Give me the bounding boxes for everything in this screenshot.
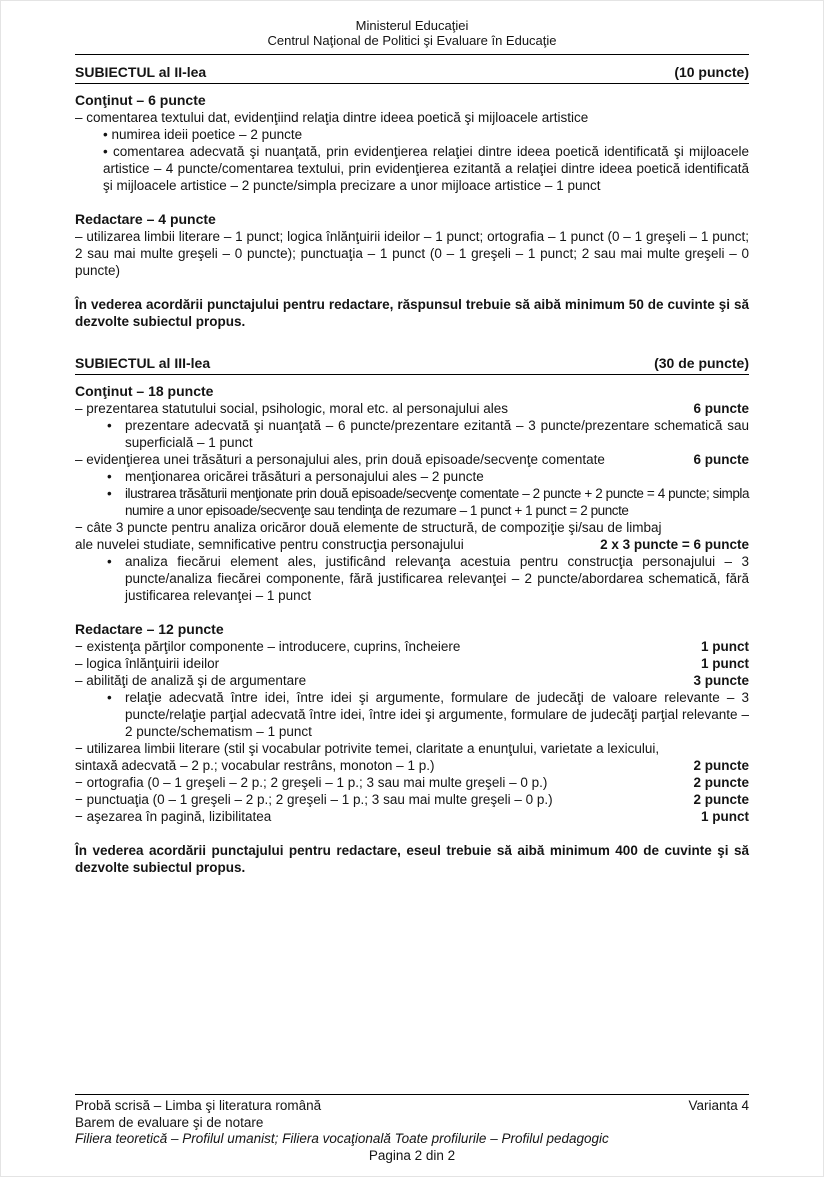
criterion-row (75, 774, 749, 791)
points-value: 2 puncte (693, 758, 749, 773)
criterion-text: ale nuvelei studiate, semnificative pentru construcţia personajului (75, 537, 464, 552)
exam-name: Probă scrisă – Limba şi literatura română (75, 1098, 322, 1113)
footer-divider (75, 1094, 749, 1095)
criterion-row (75, 451, 749, 468)
filiera-label: Filiera teoretică – Profilul umanist; Filiera vocaţională Toate profilurile – Profilul pedagogic (75, 1131, 609, 1146)
subject3-bullet4: • analiza fiecărui element ales, justificând relevanţa acestuia pentru construcţia personajului – 3 puncte/analiza fiecărei componente, fără justificarea relevanţei – 2 puncte/abordarea schematică, fără justificarea relevanţei – 1 punct (125, 553, 749, 604)
subject2-redactare-heading: Redactare – 4 puncte (75, 211, 216, 227)
subject2-content-heading: Conţinut – 6 puncte (75, 92, 206, 108)
criterion-text: – abilităţi de analiză şi de argumentare (75, 673, 307, 688)
criterion-row (75, 757, 749, 774)
subject3-points: (30 de puncte) (654, 355, 749, 371)
subject3-content-heading: Conţinut – 18 puncte (75, 383, 214, 399)
criterion-row (75, 808, 749, 825)
subject3-bullet5: • relaţie adecvată între idei, între idei şi argumente, formulare de judecăţi de valoare relevante – 3 puncte/relaţie parţial adecvată între idei, între idei şi argumente, formulare de judecăţi parţial relevante – 2 puncte/schematism – 1 punct (125, 689, 749, 740)
criterion-text: sintaxă adecvată – 2 p.; vocabular restrâns, monoton – 1 p.) (75, 758, 435, 773)
subject3-bullet2: • menţionarea oricărei trăsături a personajului ales – 2 puncte (125, 468, 749, 485)
criterion-row (75, 791, 749, 808)
subject3-util-line1: − utilizarea limbii literare (stil şi vocabular potrivite temei, claritate a enunţului, varietate a lexicului, (75, 741, 660, 756)
subject2-note: În vederea acordării punctajului pentru redactare, răspunsul trebuie să aibă minimum 50 de cuvinte şi să dezvolte subiectul propus. (75, 297, 749, 329)
variant-label: Varianta 4 (688, 1098, 749, 1113)
criterion-text: − punctuaţia (0 – 1 greşeli – 2 p.; 2 greşeli – 1 p.; 3 sau mai multe greşeli – 0 p.) (75, 792, 553, 807)
footer-row (75, 1098, 749, 1115)
subject3-redactare-heading: Redactare – 12 puncte (75, 621, 224, 637)
points-value: 6 puncte (693, 401, 749, 416)
subject2-title-row (75, 64, 749, 84)
header-divider (75, 54, 749, 55)
points-value: 1 punct (700, 639, 749, 654)
points-value: 1 punct (700, 809, 749, 824)
barem-label: Barem de evaluare şi de notare (75, 1114, 264, 1130)
subject2-redactare-text: – utilizarea limbii literare – 1 punct; logica înlănţuirii ideilor – 1 punct; ortografia – 1 punct (0 – 1 greşeli – 1 punct; 2 sau mai multe greşeli – 0 puncte); punctuaţia – 1 punct (0 – 1 greşeli – 1 punct; 2 sau mai multe greşeli – 0 puncte) (75, 229, 749, 278)
criterion-row (75, 536, 749, 553)
document-footer (75, 1094, 749, 1164)
criterion-text: – prezentarea statutului social, psihologic, moral etc. al personajului ales (75, 401, 508, 416)
subject2-bullet2: • comentarea adecvată şi nuanţată, prin evidenţierea relaţiei dintre ideea poetică identificată şi mijloacele artistice – 4 puncte/comentarea textului, prin evidenţierea ezitantă a relaţiei dintre ideea poetică identificată şi mijloacele artistice – 2 puncte/simpla precizare a unor mijloace artistice – 1 punct (103, 143, 749, 194)
subject3-note: În vederea acordării punctajului pentru redactare, eseul trebuie să aibă minimum 400 de cuvinte şi să dezvolte subiectul propus. (75, 843, 749, 875)
subject2-item1: – comentarea textului dat, evidenţiind relaţia dintre ideea poetică şi mijloacele artistice (75, 110, 589, 125)
subject3-bullet3: • ilustrarea trăsăturii menţionate prin două episoade/secvenţe comentate – 2 puncte + 2 puncte = 4 puncte; simpla numire a unor episoade/secvenţe sau tendinţa de rezumare – 1 punct + 1 punct = 2 puncte (125, 485, 749, 519)
points-value: 1 punct (700, 656, 749, 671)
page-number: Pagina 2 din 2 (368, 1147, 456, 1163)
subject2-bullet1: • numirea ideii poetice – 2 puncte (103, 126, 749, 143)
subject3-title-row (75, 355, 749, 375)
ministry-name: Ministerul Educaţiei (355, 18, 469, 33)
document-header (75, 18, 749, 48)
center-name: Centrul Naţional de Politici şi Evaluare în Educaţie (267, 33, 557, 48)
subject3-struct-line1: − câte 3 puncte pentru analiza oricăror două elemente de structură, de compoziţie şi/sau de limbaj (75, 520, 662, 535)
criterion-row (75, 400, 749, 417)
criterion-row (75, 638, 749, 655)
criterion-text: − aşezarea în pagină, lizibilitatea (75, 809, 272, 824)
criterion-row (75, 672, 749, 689)
criterion-row (75, 655, 749, 672)
subject2-points: (10 puncte) (674, 64, 749, 80)
subject3-title: SUBIECTUL al III-lea (75, 355, 211, 371)
points-value: 2 x 3 puncte = 6 puncte (600, 537, 749, 552)
points-value: 6 puncte (693, 452, 749, 467)
criterion-text: − existenţa părţilor componente – introducere, cuprins, încheiere (75, 639, 461, 654)
criterion-text: – logica înlănţuirii ideilor (75, 656, 220, 671)
points-value: 2 puncte (693, 792, 749, 807)
points-value: 3 puncte (693, 673, 749, 688)
subject2-title: SUBIECTUL al II-lea (75, 64, 207, 80)
points-value: 2 puncte (693, 775, 749, 790)
criterion-text: – evidenţierea unei trăsături a personajului ales, prin două episoade/secvenţe comentate (75, 452, 605, 467)
criterion-text: − ortografia (0 – 1 greşeli – 2 p.; 2 greşeli – 1 p.; 3 sau mai multe greşeli – 0 p.) (75, 775, 548, 790)
subject3-bullet1: • prezentare adecvată şi nuanţată – 6 puncte/prezentare ezitantă – 3 puncte/prezentare schematică sau superficială – 1 punct (125, 417, 749, 451)
